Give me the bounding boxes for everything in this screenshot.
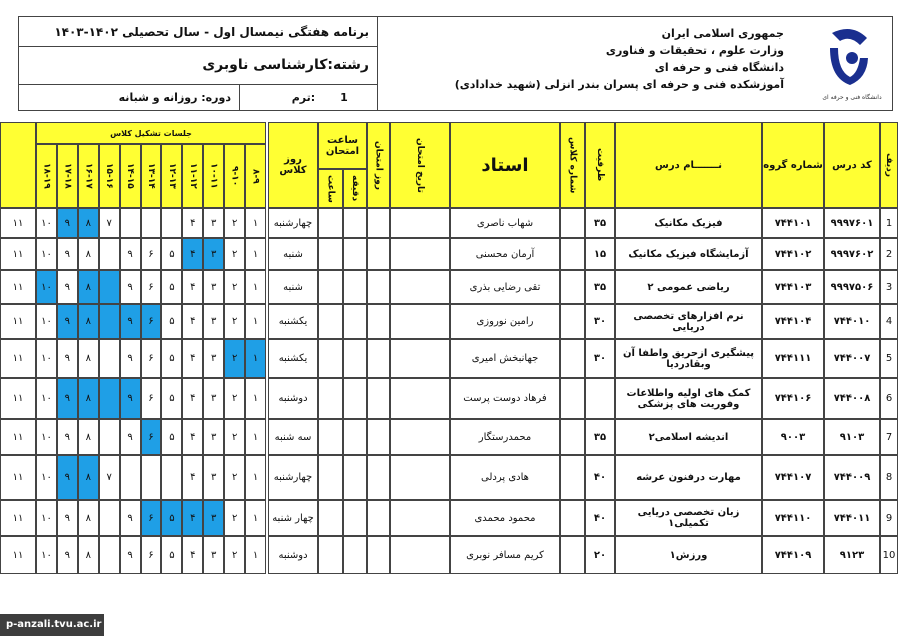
exam-time-header: ساعت امتحان bbox=[318, 122, 367, 169]
slot-cell: ۳ bbox=[203, 304, 224, 339]
capacity-cell: ۳۵ bbox=[585, 419, 615, 455]
slot-cell: ۸ bbox=[78, 270, 99, 304]
exam-minute-cell bbox=[343, 339, 367, 378]
slot-cell: ۹ bbox=[57, 208, 78, 238]
slot-cell: ۳ bbox=[203, 378, 224, 419]
slot-cell: ۴ bbox=[182, 304, 203, 339]
slot-cell: ۶ bbox=[141, 339, 162, 378]
university-lines bbox=[455, 25, 784, 93]
slot-cell: ۱۰ bbox=[36, 339, 57, 378]
slot-cell: ۹ bbox=[120, 238, 141, 270]
instructor-cell: شهاب ناصری bbox=[450, 208, 560, 238]
slot-cell: ۹ bbox=[57, 304, 78, 339]
slot-cell: ۱ bbox=[245, 270, 266, 304]
row-number-cell: 4 bbox=[880, 304, 898, 339]
instructor-cell: جهانبخش امیری bbox=[450, 339, 560, 378]
capacity-cell: ۳۵ bbox=[585, 208, 615, 238]
slot-cell: ۶ bbox=[141, 536, 162, 574]
slot-cell: ۱۰ bbox=[36, 500, 57, 536]
uni-line: جمهوری اسلامی ایران bbox=[661, 27, 784, 40]
uni-line: وزارت علوم ، تحقیقات و فناوری bbox=[605, 44, 784, 57]
exam-date-cell bbox=[390, 500, 450, 536]
exam-minute-cell bbox=[343, 455, 367, 500]
slot-cell: ۵ bbox=[161, 339, 182, 378]
slot-cell: ۹ bbox=[120, 378, 141, 419]
slot-cell: ۶ bbox=[141, 500, 162, 536]
slot-cell: ۳ bbox=[203, 419, 224, 455]
class-no-cell bbox=[560, 238, 585, 270]
slot-cell: ۴ bbox=[182, 536, 203, 574]
exam-day-cell bbox=[367, 339, 390, 378]
slot-cell: ۴ bbox=[182, 270, 203, 304]
slot-cell: ۳ bbox=[203, 536, 224, 574]
group-no-cell: ۷۴۴۱۰۱ bbox=[762, 208, 824, 238]
slot-cell: ۱ bbox=[245, 238, 266, 270]
slot-cell: ۹ bbox=[120, 304, 141, 339]
exam-day-header: روز امتحان bbox=[367, 122, 390, 208]
slot-header-4: ۱۲-۱۳ bbox=[161, 144, 182, 208]
capacity-cell: ۳۰ bbox=[585, 339, 615, 378]
exam-date-cell bbox=[390, 419, 450, 455]
slot-cell bbox=[99, 238, 120, 270]
slot-cell: ۵ bbox=[161, 500, 182, 536]
header-box bbox=[18, 16, 893, 111]
slot-cell: ۱ bbox=[245, 500, 266, 536]
slot-cell: ۳ bbox=[203, 339, 224, 378]
sessions-header: جلسات تشکیل کلاس bbox=[36, 122, 266, 144]
term-period-row bbox=[19, 85, 377, 110]
mark-cell: ۱۱ bbox=[0, 339, 36, 378]
exam-hour-cell bbox=[318, 208, 343, 238]
slot-cell: ۳ bbox=[203, 270, 224, 304]
exam-minute-cell bbox=[343, 378, 367, 419]
course-code-cell: ۹۹۹۷۶۰۱ bbox=[824, 208, 880, 238]
slot-cell: ۸ bbox=[78, 536, 99, 574]
row-number-cell: 10 bbox=[880, 536, 898, 574]
blank-header-cell bbox=[0, 122, 36, 208]
exam-minute-cell bbox=[343, 304, 367, 339]
slot-cell bbox=[99, 419, 120, 455]
mark-cell: ۱۱ bbox=[0, 304, 36, 339]
exam-date-cell bbox=[390, 304, 450, 339]
exam-date-cell bbox=[390, 270, 450, 304]
course-code-cell: ۹۱۲۳ bbox=[824, 536, 880, 574]
slot-cell bbox=[141, 455, 162, 500]
course-code-cell: ۷۴۴۰۰۸ bbox=[824, 378, 880, 419]
course-code-cell: ۹۹۹۷۶۰۲ bbox=[824, 238, 880, 270]
slot-header-9: ۱۷-۱۸ bbox=[57, 144, 78, 208]
slot-cell bbox=[99, 304, 120, 339]
day-cell: چهارشنبه bbox=[268, 455, 318, 500]
class-no-cell bbox=[560, 378, 585, 419]
exam-day-cell bbox=[367, 455, 390, 500]
slot-cell: ۳ bbox=[203, 500, 224, 536]
exam-day-cell bbox=[367, 536, 390, 574]
uni-line: آموزشکده فنی و حرفه ای پسران بندر انزلی (شهید خدادادی) bbox=[454, 78, 784, 91]
exam-day-cell bbox=[367, 238, 390, 270]
class-no-cell bbox=[560, 419, 585, 455]
slot-header-1: ۹-۱۰ bbox=[224, 144, 245, 208]
slot-header-8: ۱۶-۱۷ bbox=[78, 144, 99, 208]
day-cell: یکشنبه bbox=[268, 304, 318, 339]
course-name-cell: نرم افزارهای تخصصی دریایی bbox=[615, 304, 762, 339]
slot-cell: ۲ bbox=[224, 238, 245, 270]
slot-cell bbox=[120, 208, 141, 238]
mark-cell: ۱۱ bbox=[0, 378, 36, 419]
group-no-cell: ۷۴۴۱۰۹ bbox=[762, 536, 824, 574]
slot-cell: ۶ bbox=[141, 378, 162, 419]
slot-cell: ۸ bbox=[78, 304, 99, 339]
exam-hour-cell bbox=[318, 339, 343, 378]
row-number-cell: 6 bbox=[880, 378, 898, 419]
slot-cell: ۱۰ bbox=[36, 536, 57, 574]
slot-cell: ۲ bbox=[224, 378, 245, 419]
exam-day-cell bbox=[367, 419, 390, 455]
slot-cell bbox=[161, 455, 182, 500]
day-cell: یکشنبه bbox=[268, 339, 318, 378]
header-program-block bbox=[19, 17, 378, 110]
slot-cell: ۸ bbox=[78, 500, 99, 536]
slot-cell: ۱۰ bbox=[36, 419, 57, 455]
course-code-header: کد درس bbox=[824, 122, 880, 208]
slot-header-0: ۸-۹ bbox=[245, 144, 266, 208]
logo-caption: دانشگاه فنی و حرفه ای bbox=[822, 94, 882, 101]
class-no-cell bbox=[560, 270, 585, 304]
row-number-cell: 2 bbox=[880, 238, 898, 270]
slot-cell: ۹ bbox=[120, 270, 141, 304]
exam-hour-cell bbox=[318, 455, 343, 500]
slot-cell bbox=[161, 208, 182, 238]
day-cell: سه شنبه bbox=[268, 419, 318, 455]
slot-header-3: ۱۱-۱۲ bbox=[182, 144, 203, 208]
course-code-cell: ۹۱۰۳ bbox=[824, 419, 880, 455]
slot-cell: ۵ bbox=[161, 238, 182, 270]
capacity-cell: ۴۰ bbox=[585, 455, 615, 500]
capacity-cell bbox=[585, 378, 615, 419]
capacity-cell: ۳۵ bbox=[585, 270, 615, 304]
class-no-cell bbox=[560, 455, 585, 500]
course-name-cell: فیزیک مکانیک bbox=[615, 208, 762, 238]
mark-cell: ۱۱ bbox=[0, 455, 36, 500]
program-title: برنامه هفتگی نیمسال اول - سال تحصیلی ۱۴۰۲-۱۴۰۳ bbox=[19, 17, 377, 47]
slot-cell: ۴ bbox=[182, 455, 203, 500]
slot-cell: ۹ bbox=[57, 238, 78, 270]
slot-cell: ۶ bbox=[141, 270, 162, 304]
exam-hour-cell bbox=[318, 378, 343, 419]
term-cell bbox=[239, 85, 377, 110]
course-code-cell: ۷۴۴۰۱۱ bbox=[824, 500, 880, 536]
exam-minute-cell bbox=[343, 419, 367, 455]
exam-hour-cell bbox=[318, 419, 343, 455]
capacity-cell: ۱۵ bbox=[585, 238, 615, 270]
slot-cell: ۶ bbox=[141, 304, 162, 339]
instructor-cell: رامین نوروزی bbox=[450, 304, 560, 339]
term-label: ترم: bbox=[291, 91, 316, 104]
group-no-cell: ۷۴۴۱۰۷ bbox=[762, 455, 824, 500]
slot-cell bbox=[141, 208, 162, 238]
slot-cell: ۸ bbox=[78, 378, 99, 419]
slot-cell: ۵ bbox=[161, 270, 182, 304]
slot-cell bbox=[99, 500, 120, 536]
slot-header-5: ۱۳-۱۴ bbox=[141, 144, 162, 208]
row-number-cell: 9 bbox=[880, 500, 898, 536]
slot-cell: ۱ bbox=[245, 339, 266, 378]
mark-cell: ۱۱ bbox=[0, 270, 36, 304]
slot-cell: ۱ bbox=[245, 536, 266, 574]
class-no-cell bbox=[560, 500, 585, 536]
slot-cell: ۴ bbox=[182, 378, 203, 419]
slot-cell: ۴ bbox=[182, 419, 203, 455]
day-class-header: روز کلاس bbox=[268, 122, 318, 208]
slot-cell: ۱ bbox=[245, 378, 266, 419]
exam-date-cell bbox=[390, 455, 450, 500]
exam-hour-cell bbox=[318, 304, 343, 339]
exam-minute-cell bbox=[343, 536, 367, 574]
slot-header-7: ۱۵-۱۶ bbox=[99, 144, 120, 208]
group-no-header: شماره گروه bbox=[762, 122, 824, 208]
row-number-cell: 5 bbox=[880, 339, 898, 378]
slot-cell: ۹ bbox=[120, 500, 141, 536]
slot-cell: ۹ bbox=[57, 339, 78, 378]
course-name-cell: کمک های اولیه واطلاعات وفوریت های پزشکی bbox=[615, 378, 762, 419]
mark-cell: ۱۱ bbox=[0, 500, 36, 536]
slot-cell: ۲ bbox=[224, 270, 245, 304]
slot-cell: ۶ bbox=[141, 238, 162, 270]
exam-date-header: تاریخ امتحان bbox=[390, 122, 450, 208]
slot-cell: ۲ bbox=[224, 536, 245, 574]
slot-cell bbox=[99, 270, 120, 304]
mark-cell: ۱۱ bbox=[0, 536, 36, 574]
slot-cell: ۱ bbox=[245, 419, 266, 455]
class-no-header: شماره کلاس bbox=[560, 122, 585, 208]
exam-day-cell bbox=[367, 208, 390, 238]
capacity-cell: ۲۰ bbox=[585, 536, 615, 574]
course-name-cell: اندیشه اسلامی۲ bbox=[615, 419, 762, 455]
slot-header-2: ۱۰-۱۱ bbox=[203, 144, 224, 208]
slot-cell: ۱ bbox=[245, 304, 266, 339]
course-name-cell: پیشگیری ازحریق واطفا آن وبقادردیا bbox=[615, 339, 762, 378]
mark-cell: ۱۱ bbox=[0, 208, 36, 238]
class-no-cell bbox=[560, 304, 585, 339]
exam-date-cell bbox=[390, 378, 450, 419]
slot-cell: ۹ bbox=[57, 536, 78, 574]
slot-cell: ۱۰ bbox=[36, 238, 57, 270]
course-code-cell: ۷۴۴۰۰۷ bbox=[824, 339, 880, 378]
group-no-cell: ۷۴۴۱۰۲ bbox=[762, 238, 824, 270]
slot-cell: ۹ bbox=[57, 419, 78, 455]
group-no-cell: ۷۴۴۱۰۶ bbox=[762, 378, 824, 419]
exam-hour-header: ساعت bbox=[318, 169, 343, 208]
row-header: ردیف bbox=[880, 122, 898, 208]
day-cell: چهارشنبه bbox=[268, 208, 318, 238]
slot-cell: ۹ bbox=[120, 339, 141, 378]
slot-cell: ۷ bbox=[99, 455, 120, 500]
slot-cell: ۴ bbox=[182, 208, 203, 238]
instructor-cell: محمدرستگار bbox=[450, 419, 560, 455]
group-no-cell: ۷۴۴۱۱۰ bbox=[762, 500, 824, 536]
day-cell: دوشنبه bbox=[268, 378, 318, 419]
instructor-cell: تقی رضایی بذری bbox=[450, 270, 560, 304]
course-name-cell: زبان تخصصی دریایی تکمیلی۱ bbox=[615, 500, 762, 536]
slot-cell: ۱ bbox=[245, 455, 266, 500]
slot-cell: ۳ bbox=[203, 455, 224, 500]
exam-hour-cell bbox=[318, 238, 343, 270]
row-number-cell: 1 bbox=[880, 208, 898, 238]
slot-cell: ۹ bbox=[120, 536, 141, 574]
slot-cell: ۶ bbox=[141, 419, 162, 455]
slot-cell: ۷ bbox=[99, 208, 120, 238]
exam-date-cell bbox=[390, 208, 450, 238]
slot-cell: ۱۰ bbox=[36, 378, 57, 419]
slot-cell bbox=[99, 339, 120, 378]
uni-line: دانشگاه فنی و حرفه ای bbox=[654, 61, 784, 74]
row-number-cell: 8 bbox=[880, 455, 898, 500]
course-name-cell: ریاضی عمومی ۲ bbox=[615, 270, 762, 304]
day-cell: دوشنبه bbox=[268, 536, 318, 574]
slot-cell bbox=[120, 455, 141, 500]
capacity-header: ظرفیت bbox=[585, 122, 615, 208]
university-logo bbox=[822, 23, 882, 103]
slot-cell: ۵ bbox=[161, 304, 182, 339]
day-cell: چهار شنبه bbox=[268, 500, 318, 536]
slot-header-10: ۱۸-۱۹ bbox=[36, 144, 57, 208]
group-no-cell: ۹۰۰۳ bbox=[762, 419, 824, 455]
course-name-cell: آزمایشگاه فیزیک مکانیک bbox=[615, 238, 762, 270]
class-no-cell bbox=[560, 208, 585, 238]
slot-cell: ۹ bbox=[57, 270, 78, 304]
day-cell: شنبه bbox=[268, 270, 318, 304]
exam-day-cell bbox=[367, 500, 390, 536]
slot-cell: ۸ bbox=[78, 238, 99, 270]
slot-cell: ۲ bbox=[224, 455, 245, 500]
exam-minute-cell bbox=[343, 238, 367, 270]
slot-cell: ۴ bbox=[182, 500, 203, 536]
footer-url[interactable]: p-anzali.tvu.ac.ir bbox=[0, 614, 104, 636]
instructor-cell: فرهاد دوست پرست bbox=[450, 378, 560, 419]
period-cell: دوره: روزانه و شبانه bbox=[118, 91, 231, 104]
slot-cell: ۳ bbox=[203, 238, 224, 270]
course-name-cell: مهارت درفنون عرشه bbox=[615, 455, 762, 500]
capacity-cell: ۴۰ bbox=[585, 500, 615, 536]
slot-cell: ۲ bbox=[224, 208, 245, 238]
slot-cell: ۵ bbox=[161, 419, 182, 455]
course-name-header: نـــــــام درس bbox=[615, 122, 762, 208]
instructor-cell: محمود محمدی bbox=[450, 500, 560, 536]
slot-cell: ۸ bbox=[78, 208, 99, 238]
slot-cell: ۲ bbox=[224, 339, 245, 378]
exam-date-cell bbox=[390, 536, 450, 574]
group-no-cell: ۷۴۴۱۰۳ bbox=[762, 270, 824, 304]
course-code-cell: ۷۴۴۰۰۹ bbox=[824, 455, 880, 500]
exam-minute-cell bbox=[343, 270, 367, 304]
exam-minute-cell bbox=[343, 500, 367, 536]
slot-cell: ۵ bbox=[161, 536, 182, 574]
course-name-cell: ورزش۱ bbox=[615, 536, 762, 574]
class-no-cell bbox=[560, 339, 585, 378]
mark-cell: ۱۱ bbox=[0, 419, 36, 455]
exam-minute-cell bbox=[343, 208, 367, 238]
exam-hour-cell bbox=[318, 536, 343, 574]
slot-cell: ۹ bbox=[57, 500, 78, 536]
course-code-cell: ۷۴۴۰۱۰ bbox=[824, 304, 880, 339]
row-number-cell: 7 bbox=[880, 419, 898, 455]
slot-cell: ۸ bbox=[78, 339, 99, 378]
slot-cell: ۲ bbox=[224, 419, 245, 455]
slot-cell: ۱۰ bbox=[36, 270, 57, 304]
slot-cell bbox=[99, 378, 120, 419]
exam-day-cell bbox=[367, 304, 390, 339]
day-cell: شنبه bbox=[268, 238, 318, 270]
field-title: رشته:کارشناسی ناوبری bbox=[19, 47, 377, 85]
slot-cell: ۲ bbox=[224, 304, 245, 339]
slot-cell: ۱۰ bbox=[36, 455, 57, 500]
slot-cell: ۹ bbox=[120, 419, 141, 455]
slot-cell: ۱ bbox=[245, 208, 266, 238]
slot-cell: ۹ bbox=[57, 455, 78, 500]
exam-day-cell bbox=[367, 378, 390, 419]
exam-date-cell bbox=[390, 339, 450, 378]
slot-cell: ۸ bbox=[78, 419, 99, 455]
slot-cell: ۴ bbox=[182, 238, 203, 270]
exam-date-cell bbox=[390, 238, 450, 270]
instructor-header: استاد bbox=[450, 122, 560, 208]
slot-header-6: ۱۴-۱۵ bbox=[120, 144, 141, 208]
slot-cell: ۱۰ bbox=[36, 208, 57, 238]
slot-cell: ۹ bbox=[57, 378, 78, 419]
row-number-cell: 3 bbox=[880, 270, 898, 304]
slot-cell: ۳ bbox=[203, 208, 224, 238]
exam-hour-cell bbox=[318, 500, 343, 536]
exam-day-cell bbox=[367, 270, 390, 304]
capacity-cell: ۳۰ bbox=[585, 304, 615, 339]
instructor-cell: آرمان محسنی bbox=[450, 238, 560, 270]
slot-cell: ۱۰ bbox=[36, 304, 57, 339]
slot-cell: ۸ bbox=[78, 455, 99, 500]
course-code-cell: ۹۹۹۷۵۰۶ bbox=[824, 270, 880, 304]
slot-cell: ۵ bbox=[161, 378, 182, 419]
slot-cell bbox=[99, 536, 120, 574]
group-no-cell: ۷۴۴۱۰۴ bbox=[762, 304, 824, 339]
exam-hour-cell bbox=[318, 270, 343, 304]
group-no-cell: ۷۴۴۱۱۱ bbox=[762, 339, 824, 378]
class-no-cell bbox=[560, 536, 585, 574]
instructor-cell: کریم مسافر نوبری bbox=[450, 536, 560, 574]
mark-cell: ۱۱ bbox=[0, 238, 36, 270]
term-value: 1 bbox=[340, 91, 348, 104]
slot-cell: ۲ bbox=[224, 500, 245, 536]
slot-cell: ۴ bbox=[182, 339, 203, 378]
instructor-cell: هادی پردلی bbox=[450, 455, 560, 500]
exam-minute-header: دقیقه bbox=[343, 169, 367, 208]
